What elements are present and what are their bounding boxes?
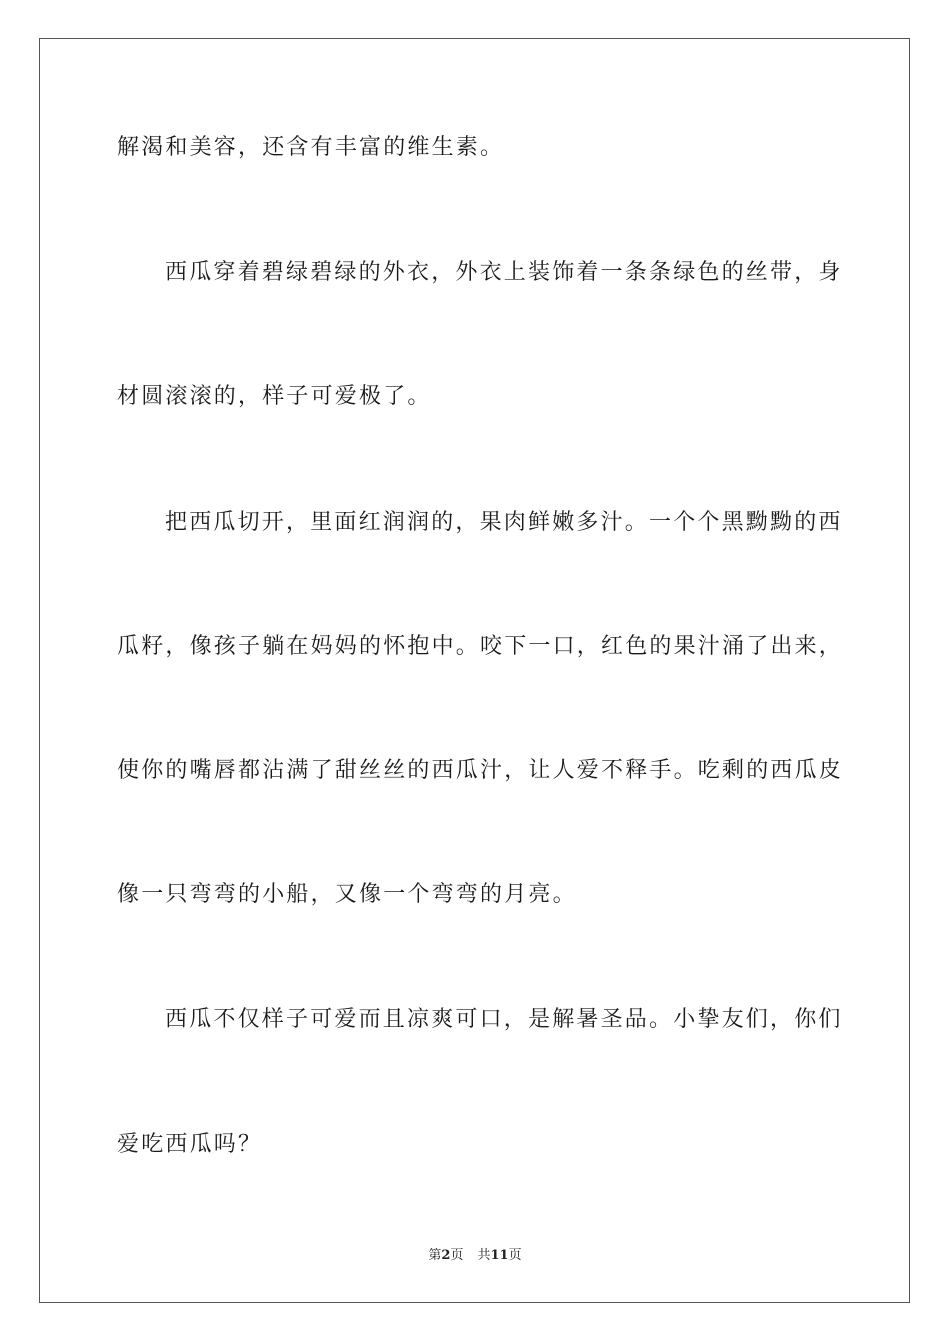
page-suffix: 页	[450, 1248, 464, 1263]
page-prefix: 第	[428, 1248, 442, 1263]
page-number: 2	[441, 1248, 451, 1263]
text-line-3: 材圆滚滚的，样子可爱极了。	[117, 384, 432, 409]
total-prefix: 共	[477, 1248, 491, 1263]
text-line-8: 西瓜不仅样子可爱而且凉爽可口，是解暑圣品。小挚友们，你们	[165, 1007, 843, 1032]
text-line-2: 西瓜穿着碧绿碧绿的外衣，外衣上装饰着一条条绿色的丝带，身	[165, 260, 843, 285]
total-pages: 11	[490, 1248, 509, 1263]
text-line-5: 瓜籽，像孩子躺在妈妈的怀抱中。咬下一口，红色的果汁涌了出来，	[117, 634, 844, 659]
text-line-7: 像一只弯弯的小船，又像一个弯弯的月亮。	[117, 882, 577, 907]
text-line-6: 使你的嘴唇都沾满了甜丝丝的西瓜汁，让人爱不释手。吃剩的西瓜皮	[117, 758, 844, 783]
text-line-1: 解渴和美容，还含有丰富的维生素。	[117, 135, 505, 160]
page-border	[39, 38, 910, 1303]
text-line-9: 爱吃西瓜吗？	[117, 1132, 263, 1157]
text-line-4: 把西瓜切开，里面红润润的，果肉鲜嫩多汁。一个个黑黝黝的西	[165, 510, 843, 535]
total-suffix: 页	[508, 1248, 522, 1263]
page-footer	[0, 1247, 950, 1265]
